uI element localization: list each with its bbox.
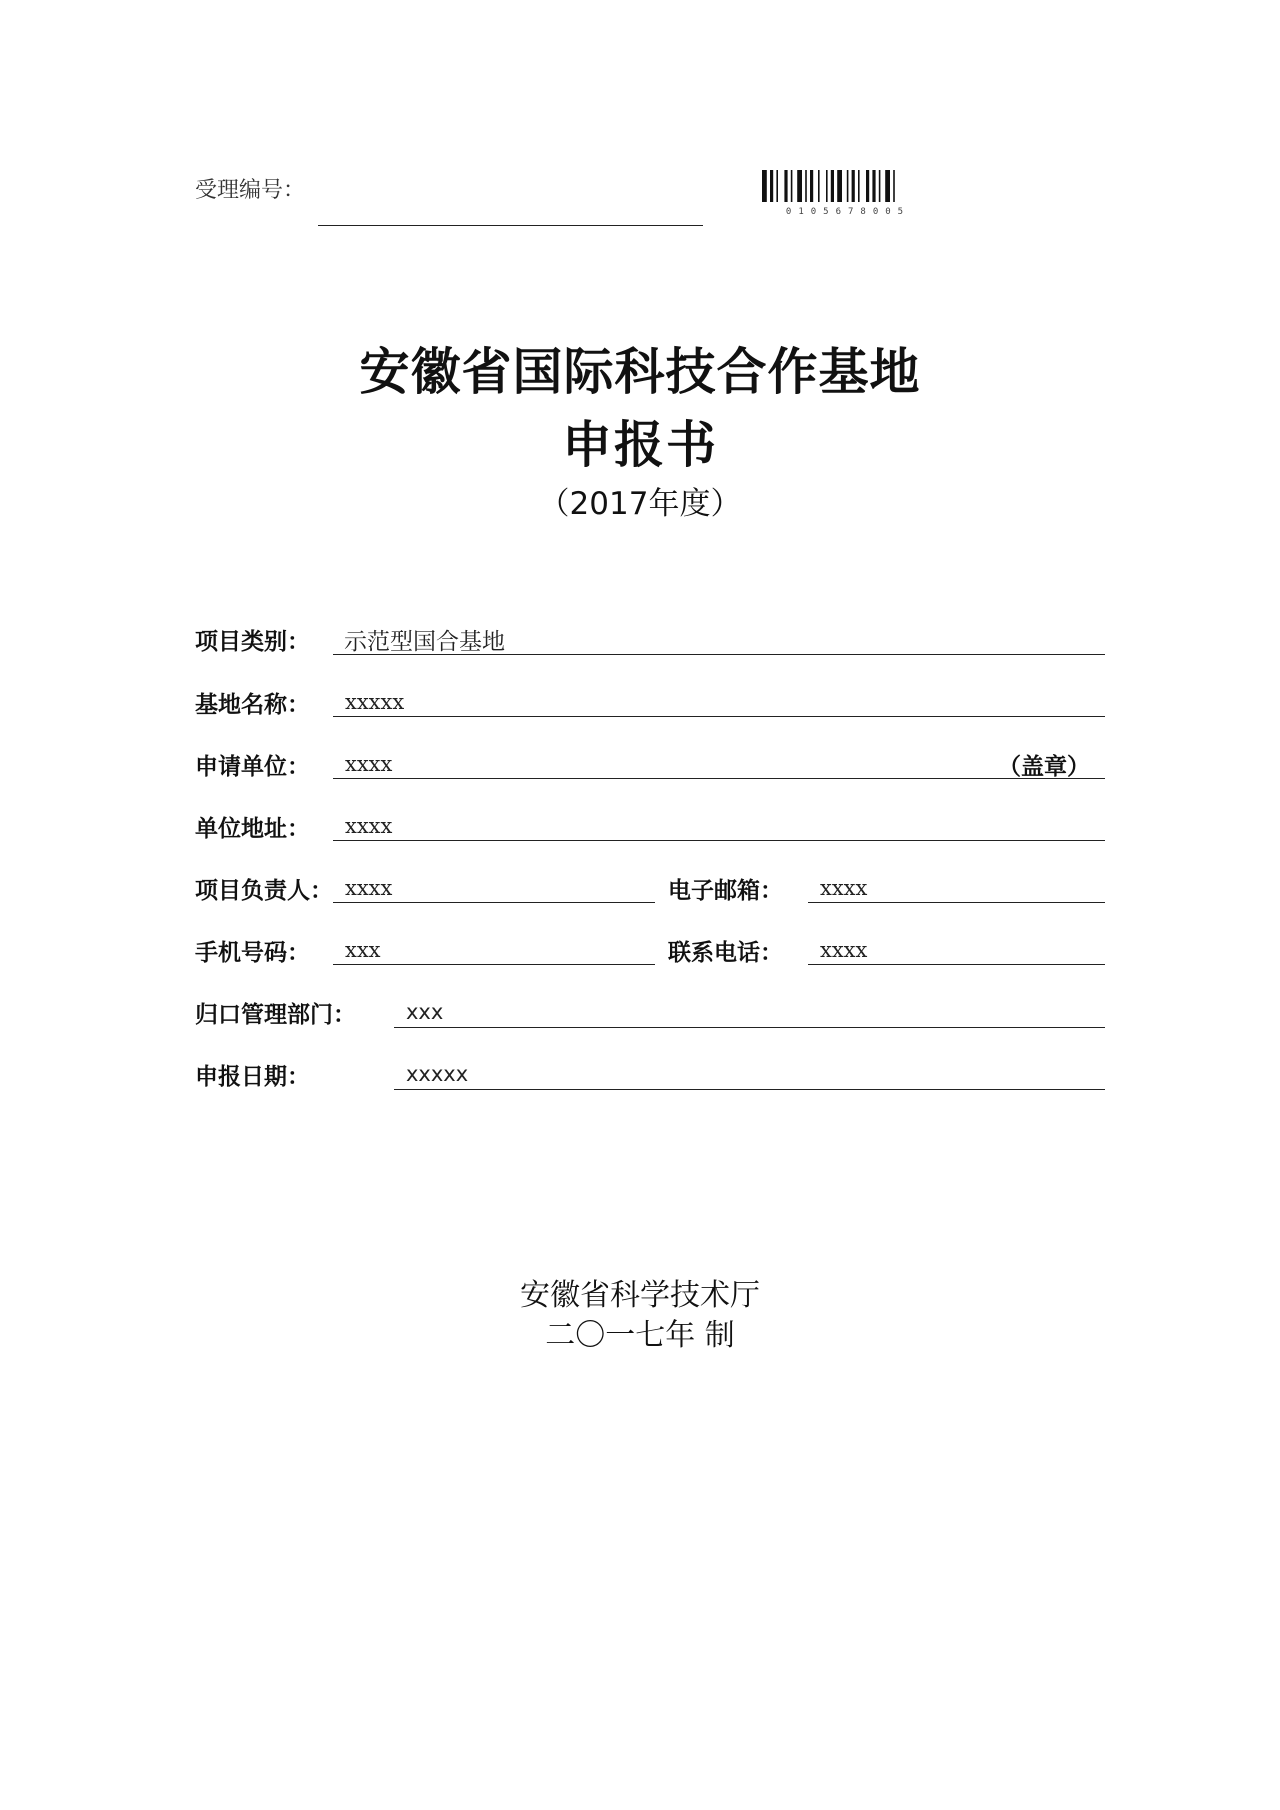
barcode-bar [826, 170, 828, 202]
base-name-underline [333, 716, 1105, 717]
acceptance-number-label: 受理编号： [195, 178, 306, 203]
barcode-bar [805, 170, 807, 202]
barcode-bar [866, 170, 869, 202]
mobile-value: xxx [345, 938, 381, 962]
barcode-bar [872, 170, 875, 202]
issue-year: 二〇一七年 制 [545, 1318, 735, 1353]
leader-value: xxxx [345, 876, 393, 900]
email-underline [808, 902, 1105, 903]
address-value: xxxx [345, 814, 393, 838]
leader-underline [333, 902, 655, 903]
leader-label: 项目负责人： [195, 878, 333, 904]
issuer: 安徽省科学技术厅 [520, 1278, 760, 1313]
phone-underline [808, 964, 1105, 965]
department-label: 归口管理部门： [195, 1002, 356, 1028]
barcode-bar [847, 170, 849, 202]
barcode-bar [776, 170, 778, 202]
document-year: （2017年度） [538, 486, 742, 522]
department-value: xxx [406, 1000, 444, 1024]
barcode-bar [893, 170, 895, 202]
barcode-bar [791, 170, 793, 202]
mobile-underline [333, 964, 655, 965]
barcode-bar [797, 170, 802, 202]
date-underline [394, 1089, 1105, 1090]
document-subtitle: 申报书 [562, 416, 718, 474]
barcode-bar [784, 170, 787, 202]
category-value: 示范型国合基地 [344, 629, 505, 655]
email-label: 电子邮箱： [668, 878, 783, 904]
barcode-bar [852, 170, 855, 202]
applicant-underline [333, 778, 1105, 779]
department-underline [394, 1027, 1105, 1028]
category-underline [333, 654, 1105, 655]
document-title: 安徽省国际科技合作基地 [359, 343, 921, 401]
address-label: 单位地址： [195, 816, 310, 842]
barcode-bar [831, 170, 834, 202]
category-label: 项目类别： [195, 629, 310, 655]
mobile-label: 手机号码： [195, 940, 310, 966]
barcode-digits: 0105678005 [785, 207, 911, 216]
phone-value: xxxx [820, 938, 868, 962]
barcode-bar [837, 170, 842, 202]
address-underline [333, 840, 1105, 841]
barcode-bar [762, 170, 767, 202]
applicant-label: 申请单位： [195, 754, 310, 780]
barcode-bar [810, 170, 813, 202]
phone-label: 联系电话： [668, 940, 783, 966]
email-value: xxxx [820, 876, 868, 900]
date-label: 申报日期： [195, 1064, 310, 1090]
base-name-label: 基地名称： [195, 692, 310, 718]
barcode-bar [818, 170, 820, 202]
date-value: xxxxx [406, 1062, 469, 1086]
barcode-bar [770, 170, 773, 202]
acceptance-number-line [318, 225, 703, 226]
barcode-bar [885, 170, 890, 202]
base-name-value: xxxxx [345, 690, 405, 714]
barcode-bar [879, 170, 881, 202]
barcode [740, 170, 955, 216]
applicant-value: xxxx [345, 752, 393, 776]
barcode-bar [858, 170, 860, 202]
seal-note: （盖章） [998, 754, 1090, 780]
